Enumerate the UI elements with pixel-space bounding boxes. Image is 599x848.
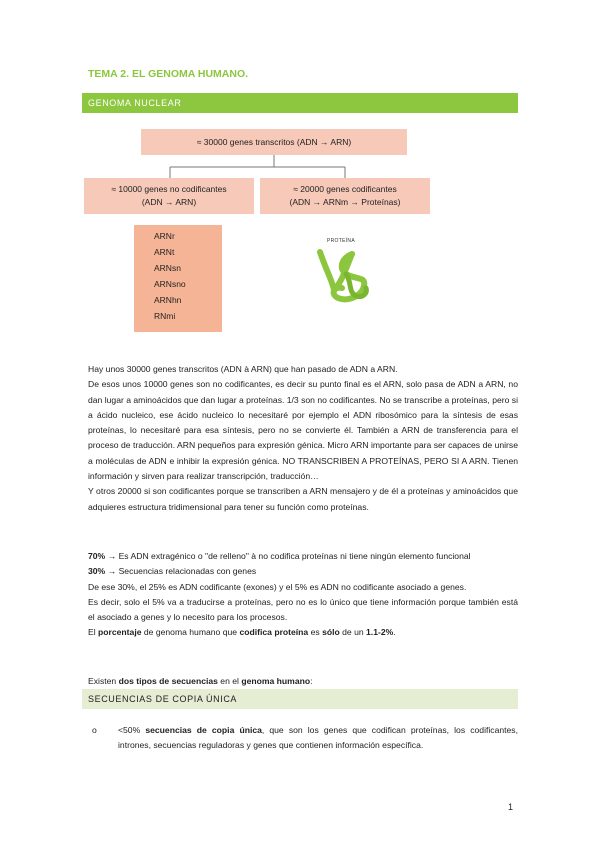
sequence-types-line: Existen dos tipos de secuencias en el genoma humano: (88, 676, 313, 686)
paragraph: Es decir, solo el 5% va a traducirse a proteínas, pero no es lo único que tiene información porque también está el asociado a genes y lo necesito para los procesos. (88, 596, 518, 623)
bullet-text: <50% secuencias de copia única, que son los genes que codifican proteínas, los codificantes, intrones, secuencias reguladoras y genes que contienen información específica. (118, 725, 518, 751)
paragraph: Hay unos 30000 genes transcritos (ADN à ARN) que han pasado de ADN a ARN. (88, 364, 398, 374)
diagram-top-box: ≈ 30000 genes transcritos (ADN → ARN) (141, 129, 407, 155)
intro-paragraphs (88, 362, 518, 515)
noncoding-count: ≈ 10000 genes no codificantes (111, 184, 227, 194)
protein-ribbon-icon (312, 246, 374, 308)
diagram-coding-box (260, 178, 430, 214)
percent-30-line: 30% → Secuencias relacionadas con genes (88, 566, 257, 577)
rna-item: ARNt (154, 247, 175, 257)
paragraph: Y otros 20000 si son codificantes porque se transcriben a ARN mensajero y de él a proteínas y aminoácidos que adquieres estructura tridimensional para tener su función como proteínas. (88, 486, 518, 512)
coding-flow: (ADN → ARNm → Proteínas) (289, 197, 401, 207)
diagram-noncoding-box (84, 178, 254, 214)
section-header-copia-unica: SECUENCIAS DE COPIA ÚNICA (82, 689, 518, 709)
rna-item: ARNr (154, 231, 175, 241)
percentages-block (88, 549, 518, 641)
rna-types-list (134, 225, 222, 332)
paragraph: De ese 30%, el 25% es ADN codificante (exones) y el 5% es ADN no codificante asociado a genes. (88, 581, 467, 592)
percent-70-line: 70% → Es ADN extragénico o "de relleno" à no codifica proteínas ni tiene ningún elemento funcional (88, 551, 471, 561)
section-header-genoma-nuclear: GENOMA NUCLEAR (82, 93, 518, 113)
list-item (92, 723, 518, 754)
page-title: TEMA 2. EL GENOMA HUMANO. (88, 68, 249, 80)
rna-item: RNmi (154, 311, 176, 321)
rna-item: ARNsno (154, 279, 186, 289)
coding-percentage-line: El porcentaje de genoma humano que codifica proteína es sólo de un 1.1-2%. (88, 627, 396, 638)
noncoding-flow: (ADN → ARN) (141, 197, 197, 207)
page-number: 1 (508, 802, 514, 812)
coding-count: ≈ 20000 genes codificantes (293, 184, 397, 194)
bullet-marker: o (92, 725, 97, 735)
rna-item: ARNhn (154, 295, 182, 305)
protein-label: PROTEÍNA (327, 238, 355, 244)
rna-item: ARNsn (154, 263, 181, 273)
paragraph: De esos unos 10000 genes son no codificantes, es decir su punto final es el ARN, solo pasa de ADN a ARN, no dan lugar a aminoácidos que dan lugar a proteínas. 1/3 son no codificantes. No se transcribe a proteínas, pero si a ácido nucleico, ese ácido nucleico lo necesitaré por ejemplo el ADN ribosómico para la síntesis de esas proteínas, lo necesitaré para esa síntesis, pero no se convierte él. También a ARN de transferencia para el proceso de traducción. ARN pequeños para expresión génica. Micro ARN importante para ser capaces de unirse a moléculas de ADN e inhibir la expresión génica. NO TRANSCRIBEN A PROTEÍNAS, PERO SI A ARN. Tienen información y sirven para realizar transcripción, traducción… (88, 379, 518, 482)
